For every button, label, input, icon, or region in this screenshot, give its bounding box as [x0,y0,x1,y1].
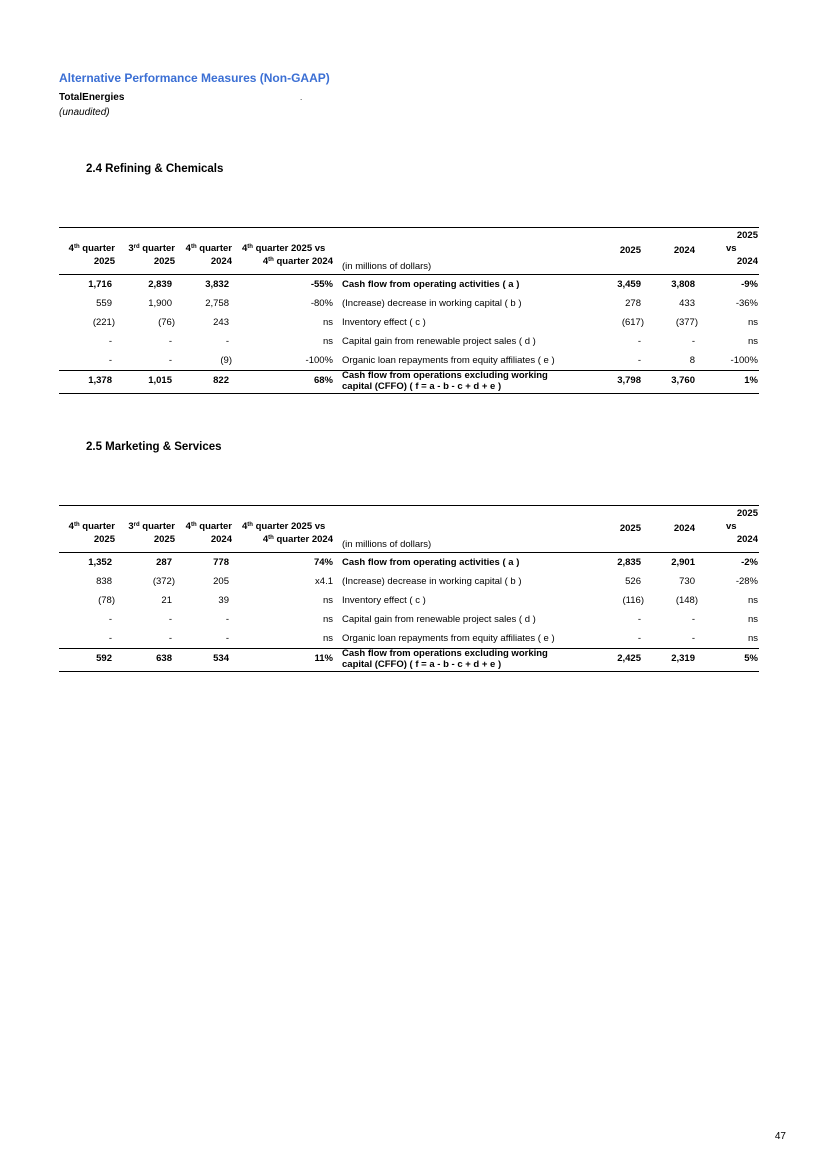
row-label: Cash flow from operating activities ( a ) [342,557,520,568]
cell-q3-2025: 2,839 [148,279,172,290]
row-label: Capital gain from renewable project sales ( d ) [342,614,536,625]
section-title: 2.4 Refining & Chemicals [86,163,224,175]
financial-table [59,505,759,675]
row-label: Cash flow from operating activities ( a ) [342,279,520,290]
cell-2024: (377) [675,317,698,328]
row-label: Capital gain from renewable project sales ( d ) [342,336,536,347]
cell-year-vs: ns [747,336,758,347]
table-row [59,591,759,610]
cell-q4-2025: - [108,336,112,347]
cell-quarter-vs: 74% [313,557,333,568]
table-row [59,553,759,572]
cell-quarter-vs: -55% [310,279,333,290]
col-header-q4-2024: 4th quarter 2024 [185,243,232,267]
cell-2024: 433 [679,298,695,309]
cell-q4-2024: 2,758 [205,298,229,309]
cell-quarter-vs: 11% [314,653,333,664]
total-row [59,370,759,392]
cell-quarter-vs: ns [322,317,333,328]
col-header-year-vs: 2025 vs 2024 [726,230,758,267]
cell-q3-2025: - [168,336,172,347]
report-title: Alternative Performance Measures (Non-GAAP) [59,71,330,85]
cell-q4-2025: - [108,614,112,625]
cell-2024: - [691,336,695,347]
cell-year-vs: ns [747,614,758,625]
cell-q3-2025: - [168,355,172,366]
col-header-q3-2025: 3rd quarter 2025 [128,243,175,267]
cell-quarter-vs: x4.1 [315,576,333,587]
col-header-q4-2025: 4th quarter 2025 [68,243,115,267]
cell-2025: 526 [625,576,641,587]
cell-2025: 2,835 [617,557,641,568]
table-row [59,332,759,351]
cell-q4-2025: 592 [96,653,112,664]
cell-quarter-vs: -80% [310,298,333,309]
cell-q3-2025: 21 [161,595,172,606]
cell-2024: 3,760 [671,375,695,386]
total-row [59,648,759,670]
cell-2025: 3,459 [617,279,641,290]
col-header-2024: 2024 [673,523,695,534]
cell-year-vs: 5% [744,653,758,664]
unaudited-note: (unaudited) [59,107,110,118]
cell-q3-2025: (76) [158,317,175,328]
cell-quarter-vs: -100% [305,355,333,366]
table-row [59,351,759,370]
row-label: (Increase) decrease in working capital ( b ) [342,298,522,309]
col-header-2025: 2025 [619,245,641,256]
cell-year-vs: -2% [741,557,758,568]
table-row [59,275,759,294]
row-label: (Increase) decrease in working capital ( b ) [342,576,522,587]
cell-q4-2025: 1,378 [88,375,112,386]
col-header-q4-2025: 4th quarter 2025 [68,521,115,545]
header-dot: . [300,93,303,102]
cell-2024: - [691,633,695,644]
row-label: Inventory effect ( c ) [342,595,426,606]
cell-year-vs: 1% [744,375,758,386]
cell-q4-2024: 778 [213,557,229,568]
company-name: TotalEnergies [59,92,125,103]
col-header-units: (in millions of dollars) [342,539,432,550]
cell-q4-2024: 534 [213,653,229,664]
cell-q4-2025: 1,352 [88,557,112,568]
cell-q4-2025: - [108,355,112,366]
cell-2024: 730 [679,576,695,587]
cell-q4-2024: (9) [220,355,232,366]
cell-2024: - [691,614,695,625]
row-label: Organic loan repayments from equity affiliates ( e ) [342,355,555,366]
cell-q4-2024: 205 [213,576,229,587]
cell-2024: 8 [689,355,695,366]
cell-q4-2024: 822 [213,375,229,386]
cell-quarter-vs: ns [322,595,333,606]
table-row [59,294,759,313]
cell-q4-2024: - [225,633,229,644]
cell-q4-2024: 243 [213,317,229,328]
cell-q4-2025: - [108,633,112,644]
cell-q3-2025: - [168,614,172,625]
cell-year-vs: ns [747,317,758,328]
col-header-quarter-vs: 4th quarter 2025 vs 4th quarter 2024 [242,521,333,545]
cell-2024: 3,808 [671,279,695,290]
cell-year-vs: -9% [741,279,758,290]
cell-q4-2025: (78) [98,595,115,606]
cell-q4-2024: 3,832 [205,279,229,290]
cell-2024: 2,319 [671,653,695,664]
cell-quarter-vs: ns [322,614,333,625]
cell-q3-2025: (372) [152,576,175,587]
cell-q4-2024: - [225,614,229,625]
table-row [59,610,759,629]
cell-2025: - [637,614,641,625]
cell-quarter-vs: ns [322,336,333,347]
col-header-q4-2024: 4th quarter 2024 [185,521,232,545]
cell-2025: - [637,355,641,366]
cell-q4-2025: 838 [96,576,112,587]
cell-quarter-vs: 68% [313,375,333,386]
cell-2025: 278 [625,298,641,309]
row-label: Inventory effect ( c ) [342,317,426,328]
cell-year-vs: ns [747,633,758,644]
financial-table [59,227,759,397]
cell-2024: 2,901 [671,557,695,568]
cell-quarter-vs: ns [322,633,333,644]
cell-2025: - [637,633,641,644]
col-header-units: (in millions of dollars) [342,261,432,272]
col-header-quarter-vs: 4th quarter 2025 vs 4th quarter 2024 [242,243,333,267]
cell-q4-2025: 559 [96,298,112,309]
table-row [59,629,759,648]
cell-q3-2025: 1,015 [148,375,172,386]
cell-q4-2024: - [225,336,229,347]
page-number: 47 [774,1131,786,1142]
cell-year-vs: -100% [730,355,758,366]
cell-2024: (148) [675,595,698,606]
cell-q4-2025: 1,716 [88,279,112,290]
table-row [59,313,759,332]
cell-q3-2025: - [168,633,172,644]
col-header-year-vs: 2025 vs 2024 [726,508,758,545]
row-label: Cash flow from operations excluding working capital (CFFO) ( f = a - b - c + d + e ) [342,370,548,392]
cell-year-vs: -36% [735,298,758,309]
cell-2025: (116) [622,595,644,606]
cell-q3-2025: 1,900 [148,298,172,309]
cell-q4-2024: 39 [218,595,229,606]
cell-q3-2025: 638 [156,653,172,664]
cell-2025: - [637,336,641,347]
cell-q3-2025: 287 [156,557,172,568]
col-header-q3-2025: 3rd quarter 2025 [128,521,175,545]
cell-2025: 3,798 [617,375,641,386]
col-header-2025: 2025 [619,523,641,534]
section-title: 2.5 Marketing & Services [86,441,222,453]
cell-2025: (617) [621,317,644,328]
cell-2025: 2,425 [617,653,641,664]
row-label: Organic loan repayments from equity affiliates ( e ) [342,633,555,644]
cell-year-vs: ns [747,595,758,606]
cell-q4-2025: (221) [92,317,115,328]
col-header-2024: 2024 [673,245,695,256]
table-row [59,572,759,591]
row-label: Cash flow from operations excluding working capital (CFFO) ( f = a - b - c + d + e ) [342,648,548,670]
cell-year-vs: -28% [735,576,758,587]
